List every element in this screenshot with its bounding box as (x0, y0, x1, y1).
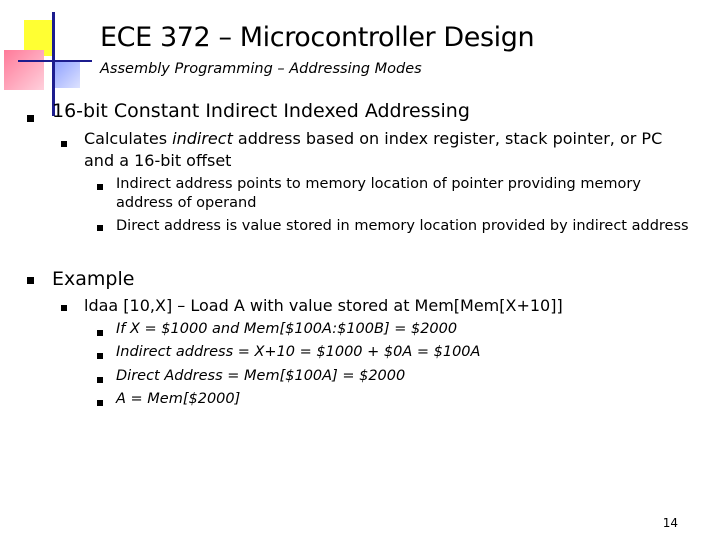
section1-point-prefix: Calculates (84, 129, 173, 148)
bullet-icon (97, 225, 103, 231)
bullet-icon (27, 115, 34, 122)
logo-blue-square (52, 62, 80, 88)
slide-title: ECE 372 – Microcontroller Design (100, 22, 535, 53)
bullet-icon (97, 377, 103, 383)
logo-pink-square (4, 50, 44, 90)
section1-subpoint-1-line2: address of operand (116, 195, 257, 211)
bullet-icon (97, 400, 103, 406)
section1-point-suffix: address based on index register, stack pointer, or PC (232, 129, 663, 148)
example-subpoint-4: A = Mem[$2000] (116, 391, 241, 407)
bullet-icon (61, 141, 67, 147)
slide-subtitle: Assembly Programming – Addressing Modes (100, 61, 422, 77)
example-subpoint-1: If X = $1000 and Mem[$100A:$100B] = $2000 (116, 321, 458, 337)
decorative-logo (0, 0, 90, 100)
section2-heading: Example (52, 268, 135, 290)
page-number: 14 (662, 516, 678, 530)
bullet-icon (61, 305, 67, 311)
section1-point-emph: indirect (172, 129, 233, 148)
section1-heading: 16-bit Constant Indirect Indexed Addressing (52, 100, 470, 122)
bullet-icon (97, 330, 103, 336)
logo-horizontal-line (18, 60, 92, 62)
example-subpoint-3: Direct Address = Mem[$100A] = $2000 (116, 368, 406, 384)
bullet-icon (27, 277, 34, 284)
bullet-icon (97, 353, 103, 359)
section2-point: ldaa [10,X] – Load A with value stored at Mem[Mem[X+10]] (84, 296, 563, 315)
bullet-icon (97, 184, 103, 190)
section1-point-line2: and a 16-bit offset (84, 151, 232, 170)
example-subpoint-2: Indirect address = X+10 = $1000 + $0A = $100A (116, 344, 481, 360)
section1-subpoint-1: Indirect address points to memory location of pointer providing memory (116, 176, 641, 192)
section1-point (84, 129, 662, 148)
section1-subpoint-2: Direct address is value stored in memory location provided by indirect address (116, 218, 689, 234)
